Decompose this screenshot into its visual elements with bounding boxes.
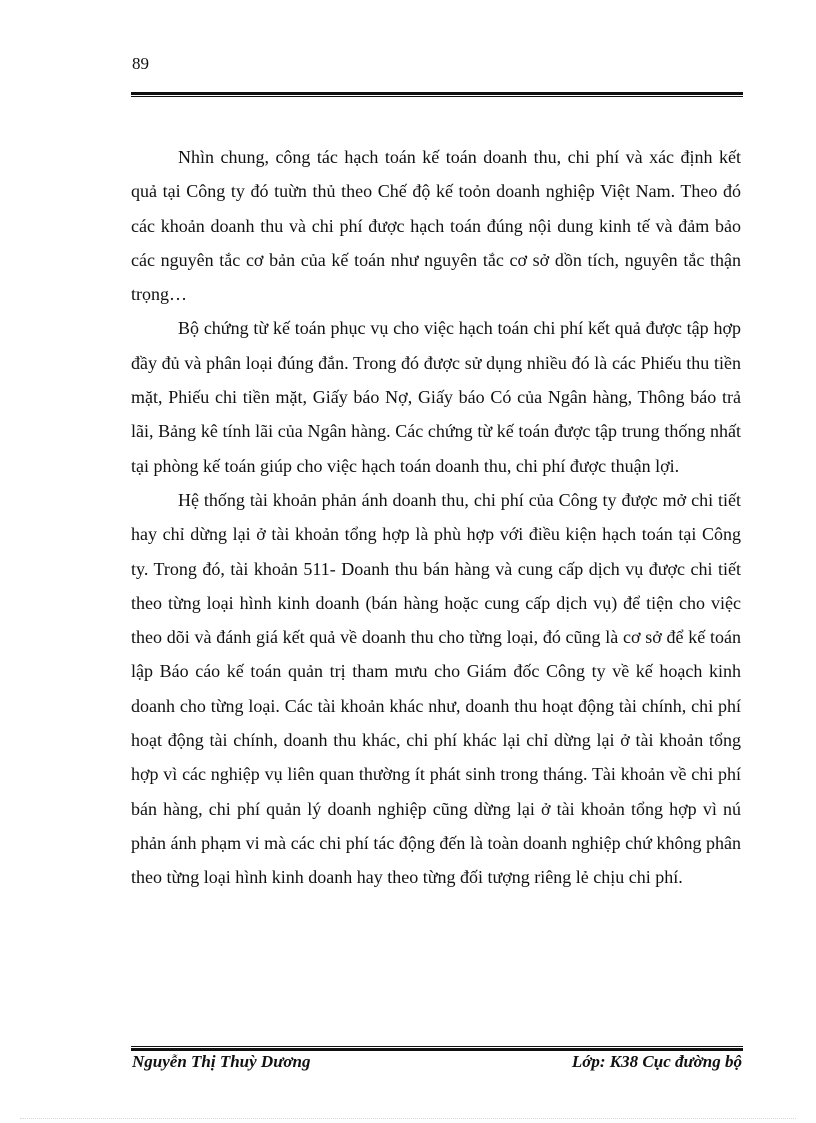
- paragraph: Nhìn chung, công tác hạch toán kế toán doanh thu, chi phí và xác định kết quả tại Công ty đó tuừn thủ theo Chế độ kế toỏn doanh nghiệp Việt Nam. Theo đó các khoản doanh thu và chi phí được hạch toán đúng nội dung kinh tế và đảm bảo các nguyên tắc cơ bản của kế toán như nguyên tắc cơ sở dồn tích, nguyên tắc thận trọng…: [131, 147, 741, 305]
- footer-author: Nguyễn Thị Thuỳ Dương: [132, 1052, 311, 1071]
- page-number: 89: [132, 54, 149, 73]
- paragraph: Bộ chứng từ kế toán phục vụ cho việc hạch toán chi phí kết quả được tập hợp đầy đủ và phân loại đúng đắn. Trong đó được sử dụng nhiều đó là các Phiếu thu tiền mặt, Phiếu chi tiền mặt, Giấy báo Nợ, Giấy báo Có của Ngân hàng, Thông báo trả lãi, Bảng kê tính lãi của Ngân hàng. Các chứng từ kế toán được tập trung thống nhất tại phòng kế toán giúp cho việc hạch toán doanh thu, chi phí được thuận lợi.: [131, 318, 741, 476]
- footer-class-info: Lớp: K38 Cục đường bộ: [571, 1052, 742, 1071]
- body-text: [131, 140, 741, 895]
- header-divider: [131, 92, 743, 97]
- page-bottom-border: [20, 1118, 796, 1119]
- paragraph: Hệ thống tài khoản phản ánh doanh thu, chi phí của Công ty được mở chi tiết hay chỉ dừng lại ở tài khoản tổng hợp là phù hợp với điều kiện hạch toán tại Công ty. Trong đó, tài khoản 511- Doanh thu bán hàng và cung cấp dịch vụ được chi tiết theo từng loại hình kinh doanh (bán hàng hoặc cung cấp dịch vụ) để tiện cho việc theo dõi và đánh giá kết quả về doanh thu cho từng loại, đó cũng là cơ sở để kế toán lập Báo cáo kế toán quản trị tham mưu cho Giám đốc Công ty về kế hoạch kinh doanh cho từng loại. Các tài khoản khác như, doanh thu hoạt động tài chính, chi phí hoạt động tài chính, doanh thu khác, chi phí khác lại chỉ dừng lại ở tài khoản tổng hợp vì các nghiệp vụ liên quan thường ít phát sinh trong tháng. Tài khoản về chi phí bán hàng, chi phí quản lý doanh nghiệp cũng dừng lại ở tài khoản tổng hợp vì nú phản ánh phạm vi mà các chi phí tác động đến là toàn doanh nghiệp chứ không phân theo từng loại hình kinh doanh hay theo từng đối tượng riêng lẻ chịu chi phí.: [131, 489, 741, 888]
